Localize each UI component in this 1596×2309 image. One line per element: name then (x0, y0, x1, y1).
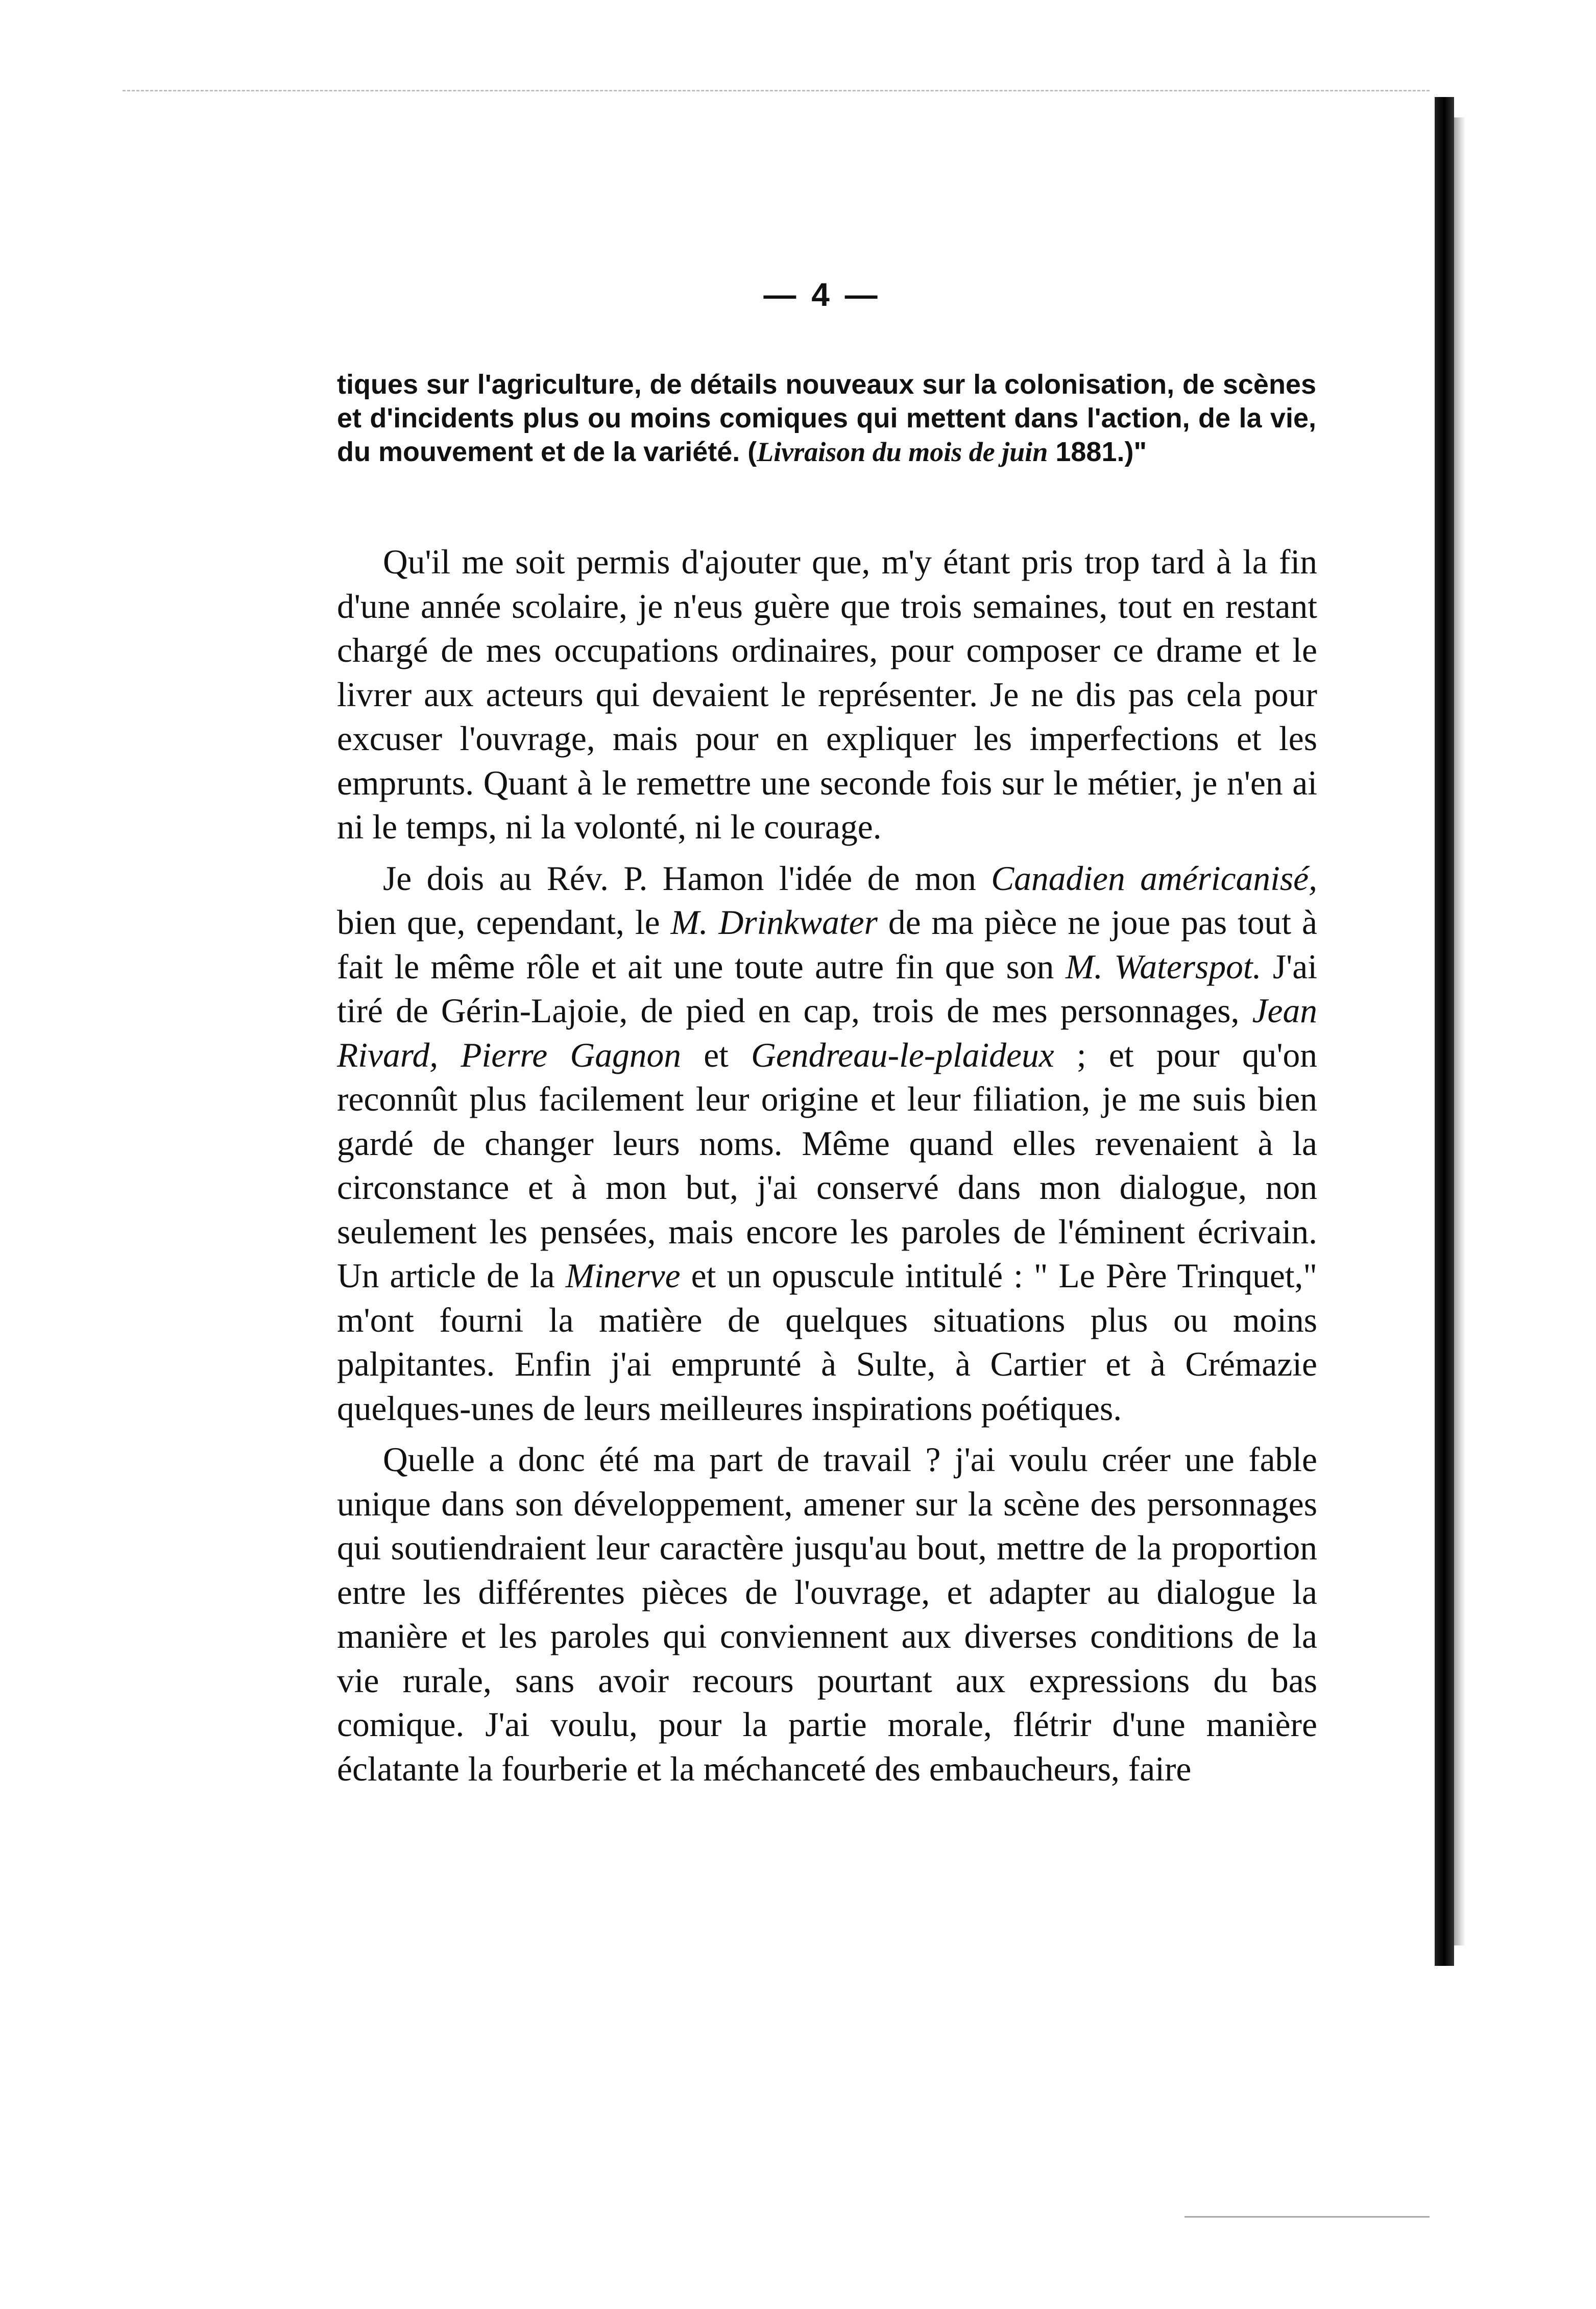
p2-name-waterspot: M. Waterspot. (1065, 947, 1262, 986)
quote-citation: Livraison du mois de juin (757, 437, 1048, 467)
paragraph-2 (337, 857, 1317, 1431)
binding-edge (1435, 97, 1454, 1966)
p2-part-i: et (681, 1036, 752, 1074)
p2-name-drinkwater: M. Drinkwater (670, 903, 878, 942)
p2-name-gendreau: Gendreau-le-plaideux (751, 1036, 1054, 1074)
paragraph-3: Quelle a donc été ma part de travail ? j'ai voulu créer une fable unique dans son développement, amener sur la scène des personnages qui soutiendraient leur caractère jusqu'au bout, mettre de la proportion entre les différentes pièces de l'ouvrage, et adapter au dialogue la manière et les paroles qui conviennent aux diverses conditions de la vie rurale, sans avoir recours pourtant aux expressions du bas comique. J'ai voulu, pour la partie morale, flétrir d'une manière éclatante la fourberie et la méchanceté des embaucheurs, faire (337, 1440, 1317, 1788)
quote-year: 1881.)" (1048, 437, 1147, 467)
p2-title-minerve: Minerve (565, 1257, 681, 1295)
p2-part-m: et un opuscule intitulé : " Le Père Trinquet," m'ont fourni la matière de quelques situations plus ou moins palpitantes. Enfin j'ai emprunté à Sulte, à Cartier et à Crémazie quelques-unes de leurs meilleures inspirations poétiques. (337, 1257, 1317, 1428)
body-text (337, 540, 1317, 1798)
p2-part-c: bien que, cependant, le (337, 903, 671, 942)
bottom-edge-rule (1184, 2216, 1430, 2218)
paragraph-1: Qu'il me soit permis d'ajouter que, m'y étant pris trop tard à la fin d'une année scolaire, je n'eus guère que trois semaines, tout en restant chargé de mes occupations ordinaires, pour composer ce drame et le livrer aux acteurs qui devaient le représenter. Je ne dis pas cela pour excuser l'ouvrage, mais pour en expliquer les imperfections et les emprunts. Quant à le remettre une seconde fois sur le métier, je n'en ai ni le temps, ni la volonté, ni le courage. (337, 543, 1317, 846)
p2-title-canadien: Canadien américanisé, (991, 859, 1317, 898)
binding-shadow (1454, 117, 1465, 1945)
p2-names-rivard-gagnon: Jean Rivard, Pierre Gagnon (337, 992, 1317, 1074)
quoted-passage (337, 368, 1316, 469)
p2-part-a: Je dois au Rév. P. Hamon l'idée de mon (383, 859, 992, 898)
top-edge-rule (123, 90, 1430, 91)
p2-part-e: de ma pièce ne joue pas tout à fait le même rôle et ait une toute autre fin que son (337, 903, 1317, 986)
p2-part-g: J'ai tiré de Gérin-Lajoie, de pied en cap, trois de mes personnages, (337, 947, 1317, 1030)
page-number: — 4 — (763, 276, 881, 313)
quote-text: tiques sur l'agriculture, de détails nouveaux sur la colonisation, de scènes et d'incidents plus ou moins comiques qui mettent dans l'action, de la vie, du mouvement et de la variété. ( (337, 369, 1316, 467)
p2-part-k: ; et pour qu'on reconnût plus facilement leur origine et leur filiation, je me suis bien gardé de changer leurs noms. Même quand elles revenaient à la circonstance et à mon but, j'ai conservé dans mon dialogue, non seulement les pensées, mais encore les paroles de l'éminent écrivain. Un article de la (337, 1036, 1317, 1295)
